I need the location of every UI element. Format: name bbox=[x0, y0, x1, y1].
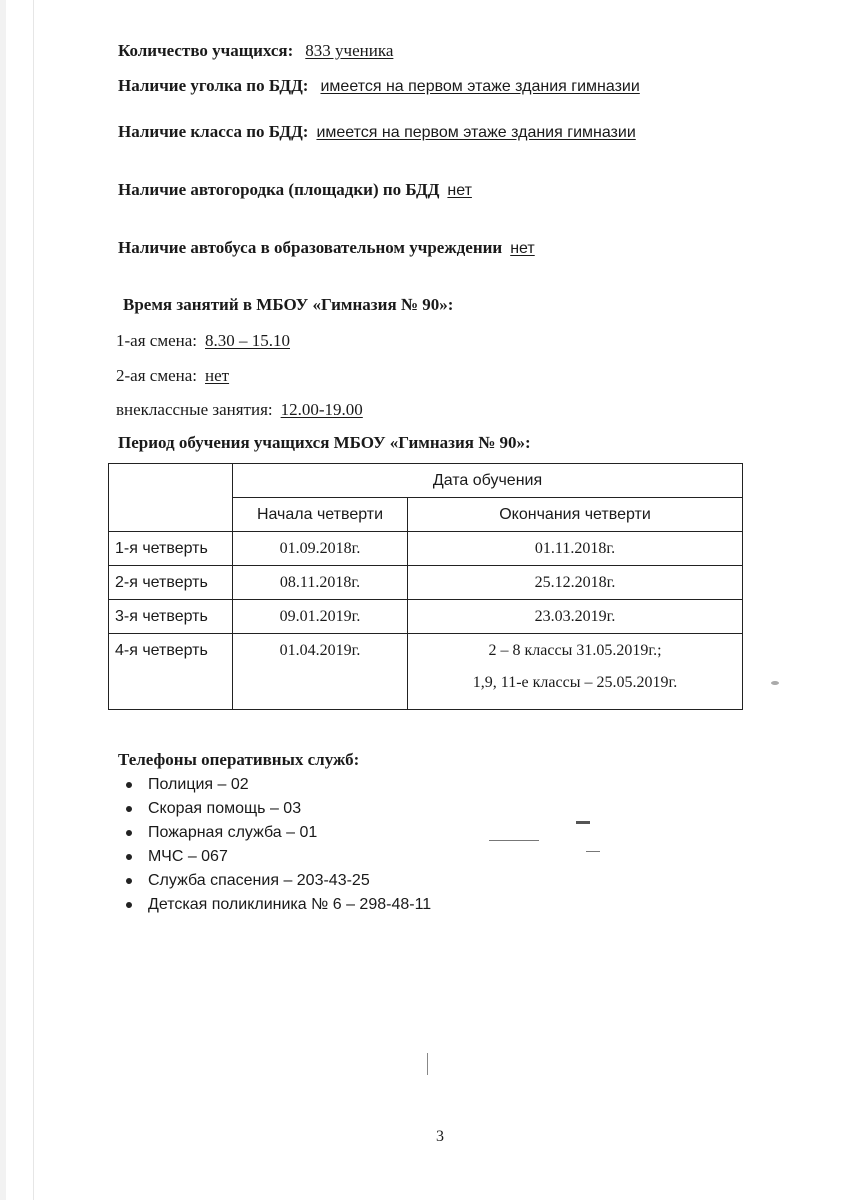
shift2-label: 2-ая смена: bbox=[116, 366, 197, 385]
classroom-line bbox=[118, 122, 636, 142]
header-main: Дата обучения bbox=[233, 464, 743, 498]
shift2-line bbox=[116, 366, 229, 386]
shift1-line bbox=[116, 331, 290, 351]
list-item: Скорая помощь – 03 bbox=[118, 797, 431, 821]
end-cell: 01.11.2018г. bbox=[408, 532, 743, 566]
header-empty-cell bbox=[109, 464, 233, 532]
period-title: Период обучения учащихся МБОУ «Гимназия № 90»: bbox=[118, 433, 531, 452]
end-line-2: 1,9, 11-е классы – 25.05.2019г. bbox=[472, 674, 678, 691]
end-cell: 25.12.2018г. bbox=[408, 566, 743, 600]
quarter-cell: 4-я четверть bbox=[109, 634, 233, 710]
autotown-label: Наличие автогородка (площадки) по БДД bbox=[118, 180, 440, 199]
autotown-value: нет bbox=[447, 182, 472, 199]
table-row bbox=[109, 634, 743, 710]
classroom-label: Наличие класса по БДД: bbox=[118, 122, 309, 141]
students-line bbox=[118, 41, 393, 61]
quarters-table bbox=[108, 463, 743, 710]
scan-edge-line bbox=[33, 0, 34, 1200]
corner-label: Наличие уголка по БДД: bbox=[118, 76, 309, 95]
bus-label: Наличие автобуса в образовательном учреждении bbox=[118, 238, 503, 257]
header-start: Начала четверти bbox=[233, 498, 408, 532]
table-header-row bbox=[109, 464, 743, 498]
scan-speck bbox=[576, 821, 590, 824]
scan-speck bbox=[489, 840, 539, 841]
table-row bbox=[109, 532, 743, 566]
corner-line bbox=[118, 76, 640, 96]
extra-value: 12.00-19.00 bbox=[280, 400, 363, 419]
bus-line bbox=[118, 238, 535, 258]
scan-speck bbox=[771, 681, 779, 685]
list-item: Полиция – 02 bbox=[118, 773, 431, 797]
shift1-label: 1-ая смена: bbox=[116, 331, 197, 350]
header-end: Окончания четверти bbox=[408, 498, 743, 532]
start-cell: 09.01.2019г. bbox=[233, 600, 408, 634]
list-item: МЧС – 067 bbox=[118, 845, 431, 869]
students-value: 833 ученика bbox=[305, 41, 394, 60]
table-row bbox=[109, 600, 743, 634]
classroom-value: имеется на первом этаже здания гимназии bbox=[316, 124, 636, 141]
start-cell: 01.04.2019г. bbox=[233, 634, 408, 710]
start-cell: 08.11.2018г. bbox=[233, 566, 408, 600]
scan-speck bbox=[427, 1053, 428, 1075]
end-cell: 23.03.2019г. bbox=[408, 600, 743, 634]
corner-value: имеется на первом этаже здания гимназии bbox=[320, 78, 640, 95]
extra-label: внеклассные занятия: bbox=[116, 400, 273, 419]
end-cell bbox=[408, 634, 743, 710]
extra-line bbox=[116, 400, 363, 420]
page-number: 3 bbox=[436, 1128, 444, 1145]
list-item: Служба спасения – 203-43-25 bbox=[118, 869, 431, 893]
bus-value: нет bbox=[510, 240, 535, 257]
list-item: Пожарная служба – 01 bbox=[118, 821, 431, 845]
table-row bbox=[109, 566, 743, 600]
scan-edge bbox=[0, 0, 6, 1200]
scan-speck bbox=[586, 851, 600, 852]
shift2-value: нет bbox=[205, 366, 230, 385]
quarter-cell: 3-я четверть bbox=[109, 600, 233, 634]
schedule-title: Время занятий в МБОУ «Гимназия № 90»: bbox=[123, 295, 454, 314]
quarter-cell: 2-я четверть bbox=[109, 566, 233, 600]
end-line-1: 2 – 8 классы 31.05.2019г.; bbox=[488, 642, 662, 659]
phones-title: Телефоны оперативных служб: bbox=[118, 750, 360, 769]
autotown-line bbox=[118, 180, 472, 200]
quarter-cell: 1-я четверть bbox=[109, 532, 233, 566]
students-label: Количество учащихся: bbox=[118, 41, 294, 60]
list-item: Детская поликлиника № 6 – 298-48-11 bbox=[118, 893, 431, 917]
start-cell: 01.09.2018г. bbox=[233, 532, 408, 566]
phones-list bbox=[118, 773, 431, 917]
shift1-value: 8.30 – 15.10 bbox=[205, 331, 290, 350]
